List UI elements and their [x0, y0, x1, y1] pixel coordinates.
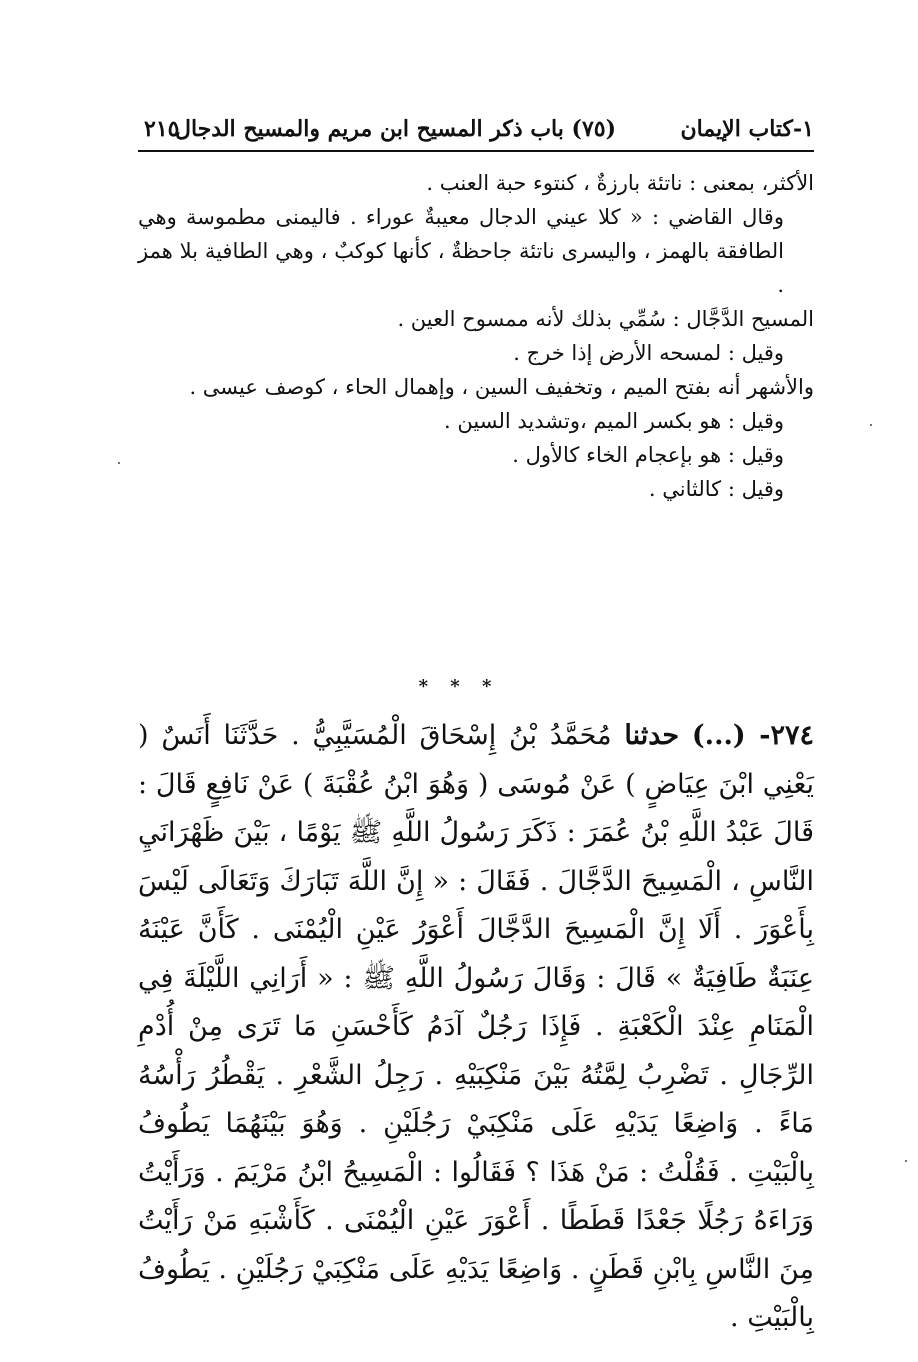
header-rule	[138, 150, 814, 152]
commentary-notes	[138, 166, 814, 506]
scan-speck	[905, 1160, 907, 1162]
section-separator: * * *	[418, 676, 500, 697]
hadith-body: مُحَمَّدُ بْنُ إِسْحَاقَ الْمُسَيَّبِيُّ . حَدَّثَنَا أَنَسٌ ( يَعْنِي ابْنَ عِيَاضٍ ) عَنْ مُوسَى ( وَهُوَ ابْنُ عُقْبَةَ ) عَنْ نَافِعٍ قَالَ : قَالَ عَبْدُ اللَّهِ بْنُ عُمَرَ : ذَكَرَ رَسُولُ اللَّهِ ﷺ يَوْمًا ، بَيْنَ ظَهْرَانَيِ النَّاسِ ، الْمَسِيحَ الدَّجَّالَ . فَقَالَ : « إِنَّ اللَّهَ تَبَارَكَ وَتَعَالَى لَيْسَ بِأَعْوَرَ . أَلَا إِنَّ الْمَسِيحَ الدَّجَّالَ أَعْوَرُ عَيْنِ الْيُمْنَى . كَأَنَّ عَيْنَهُ عِنَبَةٌ طَافِيَةٌ » قَالَ : وَقَالَ رَسُولُ اللَّهِ ﷺ : « أَرَانِي اللَّيْلَةَ فِي الْمَنَامِ عِنْدَ الْكَعْبَةِ . فَإِذَا رَجُلٌ آدَمُ كَأَحْسَنِ مَا تَرَى مِنْ أُدْمِ الرِّجَالِ . تَضْرِبُ لِمَّتُهُ بَيْنَ مَنْكِبَيْهِ . رَجِلُ الشَّعْرِ . يَقْطُرُ رَأْسُهُ مَاءً . وَاضِعًا يَدَيْهِ عَلَى مَنْكِبَيْ رَجُلَيْنِ . وَهُوَ بَيْنَهُمَا يَطُوفُ بِالْبَيْتِ . فَقُلْتُ : مَنْ هَذَا ؟ فَقَالُوا : الْمَسِيحُ ابْنُ مَرْيَمَ . وَرَأَيْتُ وَرَاءَهُ رَجُلًا جَعْدًا قَطَطًا . أَعْوَرَ عَيْنِ الْيُمْنَى . كَأَشْبَهِ مَنْ رَأَيْتُ مِنَ النَّاسِ بِابْنِ قَطَنٍ . وَاضِعًا يَدَيْهِ عَلَى مَنْكِبَيْ رَجُلَيْنِ . يَطُوفُ بِالْبَيْتِ .	[138, 720, 814, 1333]
hadith-text	[138, 712, 814, 1343]
note-paragraph: وقيل : كالثاني .	[648, 477, 784, 501]
chapter-title: (٧٥) باب ذكر المسيح ابن مريم والمسيح الدجال	[175, 116, 616, 142]
running-header	[138, 112, 814, 152]
note-paragraph: المسيح الدَّجَّال : سُمِّي بذلك لأنه ممسوح العين .	[397, 307, 814, 331]
hadith-number: ٢٧٤- (...)	[691, 720, 814, 751]
note-paragraph: وقيل : هو بإعجام الخاء كالأول .	[512, 443, 784, 467]
note-paragraph: وقيل : لمسحه الأرض إذا خرج .	[513, 341, 784, 365]
note-paragraph: وقيل : هو بكسر الميم ،وتشديد السين .	[444, 409, 784, 433]
scan-speck	[118, 462, 120, 464]
book-title: ١-كتاب الإيمان	[680, 116, 814, 142]
hadith-lead: حدثنا	[624, 720, 680, 751]
scan-speck	[870, 424, 872, 426]
note-paragraph: وقال القاضي : « كلا عيني الدجال معيبةٌ عوراء . فاليمنى مطموسة وهي الطافقة بالهمز ، واليسرى ناتئة جاحظةٌ ، كأنها كوكبٌ ، وهي الطافية بلا همز .	[138, 205, 785, 297]
page-number: ٢١٥	[144, 116, 180, 142]
note-paragraph: والأشهر أنه بفتح الميم ، وتخفيف السين ، وإهمال الحاء ، كوصف عيسى .	[189, 375, 814, 399]
note-paragraph: الأكثر، بمعنى : ناتئة بارزةٌ ، كنتوء حبة العنب .	[426, 171, 814, 195]
